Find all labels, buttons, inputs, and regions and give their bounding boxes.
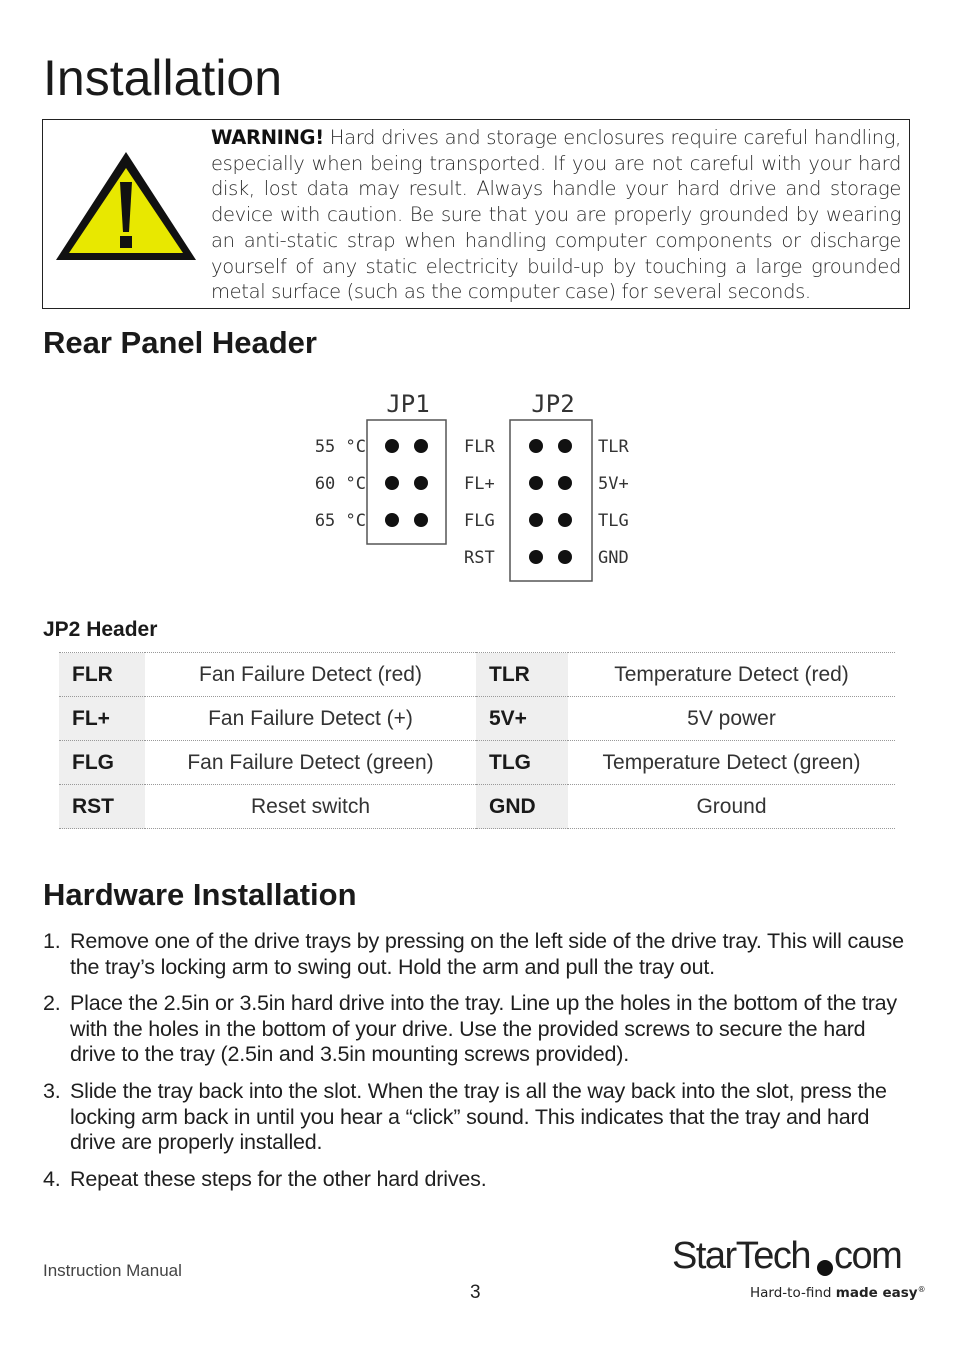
jp2-left-label: FL+ (464, 474, 495, 494)
jp1-temp-label: 55 °C (314, 437, 366, 457)
jp2-left-label: RST (464, 548, 495, 568)
jp2-right-label: 5V+ (598, 474, 629, 494)
logo-dot-icon (817, 1260, 833, 1276)
pin-description: Fan Failure Detect (green) (145, 741, 476, 785)
pin-description: Ground (568, 785, 895, 829)
jp2-block (510, 420, 592, 581)
jumper-pin (529, 513, 543, 527)
jumper-pin (558, 513, 572, 527)
logo-text-com: com (834, 1235, 902, 1277)
warning-triangle-icon (54, 150, 198, 262)
pin-code: TLR (476, 653, 568, 697)
step-number: 3. (43, 1078, 61, 1103)
table-row (59, 741, 895, 785)
jp2-header-title: JP2 Header (43, 618, 158, 641)
list-item (43, 929, 913, 980)
jumper-pin (558, 550, 572, 564)
tagline-bold: made easy (835, 1285, 918, 1301)
step-number: 2. (43, 991, 61, 1016)
jumper-pin (529, 439, 543, 453)
jp2-right-label: TLG (598, 511, 629, 531)
pin-code: GND (476, 785, 568, 829)
pin-description: Fan Failure Detect (red) (145, 653, 476, 697)
table-row (59, 653, 895, 697)
warning-body: Hard drives and storage enclosures require careful handling, especially when being transported. If you are not careful with your hard disk, lost data may result. Always handle your hard drive and storage device with caution. Be sure that you are properly grounded by wearing an anti-static strap when handling computer components or discharge yourself of any static electricity build-up by touching a large grounded metal surface (such as the computer case) for several seconds. (211, 126, 901, 304)
pin-code: FLR (59, 653, 145, 697)
pin-code: RST (59, 785, 145, 829)
footer-label: Instruction Manual (43, 1261, 182, 1280)
step-number: 4. (43, 1166, 61, 1191)
rear-panel-heading: Rear Panel Header (43, 325, 317, 360)
jp2-left-label: FLG (464, 511, 495, 531)
startech-logo (670, 1232, 926, 1302)
tagline-start: Hard-to-find (750, 1285, 836, 1301)
jp2-label: JP2 (531, 390, 575, 418)
jumper-pin (385, 513, 399, 527)
jp2-pin-table (59, 652, 895, 829)
jp1-label: JP1 (386, 390, 430, 418)
list-item (43, 991, 913, 1068)
step-text: Remove one of the drive trays by pressing on the left side of the drive tray. This will cause the tray’s locking arm to swing out. Hold the arm and pull the tray out. (70, 929, 904, 979)
page-title: Installation (43, 50, 283, 106)
jp1-temp-label: 60 °C (314, 474, 366, 494)
pin-description: Reset switch (145, 785, 476, 829)
tagline-mark: ® (917, 1285, 926, 1294)
jumper-pin (414, 513, 428, 527)
step-text: Repeat these steps for the other hard drives. (70, 1166, 487, 1191)
jumper-pin (558, 476, 572, 490)
jp1-block (367, 420, 446, 544)
list-item (43, 1079, 913, 1156)
jumper-pin (385, 476, 399, 490)
jumper-diagram (310, 385, 650, 590)
jumper-pin (529, 550, 543, 564)
jp2-left-label: FLR (464, 437, 495, 457)
logo-text-startech: StarTech (672, 1235, 810, 1277)
pin-description: Temperature Detect (green) (568, 741, 895, 785)
table-row (59, 785, 895, 829)
warning-label: WARNING! (211, 126, 324, 149)
hardware-installation-heading: Hardware Installation (43, 877, 357, 912)
jumper-pin (414, 439, 428, 453)
installation-steps (43, 929, 913, 1203)
list-item (43, 1167, 913, 1193)
step-number: 1. (43, 929, 61, 953)
step-text: Place the 2.5in or 3.5in hard drive into the tray. Line up the holes in the bottom of the tray with the holes in the bottom of your drive. Use the provided screws to secure the hard drive to the tray (2.5in and 3.5in mounting screws provided). (70, 991, 897, 1067)
pin-code: FL+ (59, 697, 145, 741)
pin-description: Fan Failure Detect (+) (145, 697, 476, 741)
pin-code: FLG (59, 741, 145, 785)
pin-description: Temperature Detect (red) (568, 653, 895, 697)
jumper-pin (529, 476, 543, 490)
pin-description: 5V power (568, 697, 895, 741)
jumper-pin (385, 439, 399, 453)
warning-text (211, 125, 901, 305)
pin-code: TLG (476, 741, 568, 785)
svg-text:Hard-to-find made easy® (750, 1285, 926, 1301)
jp2-right-label: GND (598, 548, 629, 568)
table-row (59, 697, 895, 741)
jumper-pin (558, 439, 572, 453)
jumper-pin (414, 476, 428, 490)
page-number: 3 (470, 1282, 481, 1303)
step-text: Slide the tray back into the slot. When the tray is all the way back into the slot, press the locking arm back in until you hear a “click” sound. This indicates that the tray and hard drive are properly installed. (70, 1078, 887, 1155)
pin-code: 5V+ (476, 697, 568, 741)
jp2-right-label: TLR (598, 437, 629, 457)
jp1-temp-label: 65 °C (314, 511, 366, 531)
